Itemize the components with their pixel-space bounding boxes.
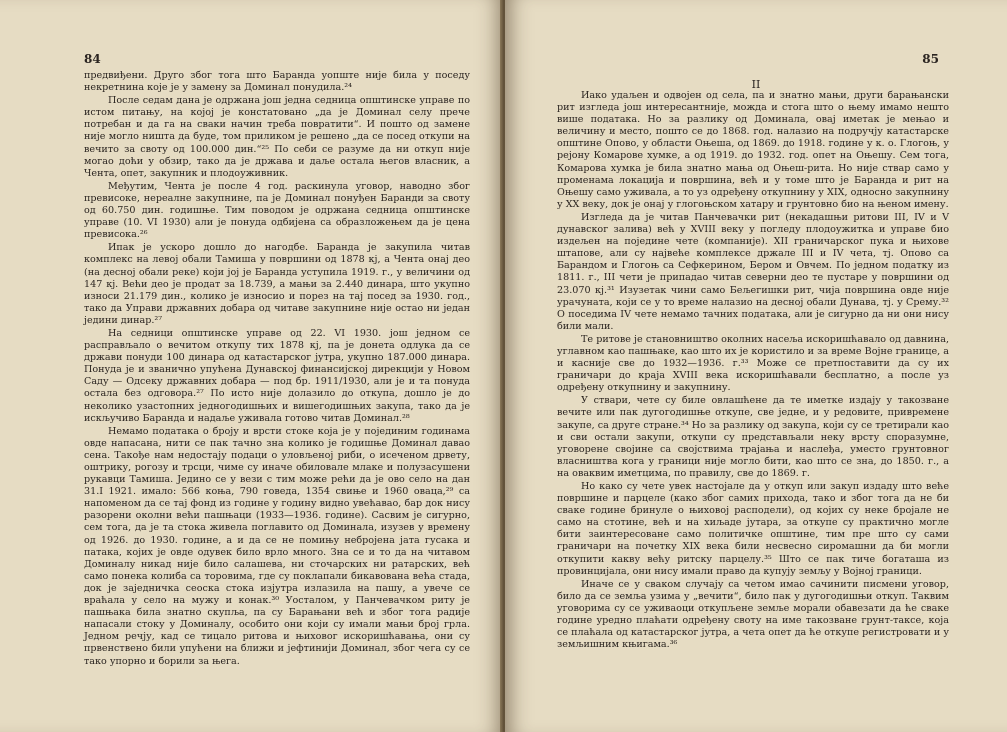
paragraph: На седници општинске управе од 22. VI 1930. још једном се расправљало о вечитом откупу тих 1878 кј, па је донета одлука да се држави понуди 100 динара од катастарског јутра, укупно 187.000 динара. Понуда је и званично упућена Дунавској финансијској дирекцији у Новом Саду — Одсеку државних добара — под бр. 1911/1930, али је и та понуда остала без одговора.²⁷ По исто није долазило до откупа, дошло је до неколико узастопних једногодишњих и вишегодишњих закупа, тако да је искључиво Баранда и надаље уживала готово читав Доминал.²⁸ — [84, 327, 470, 424]
paragraph: Иако удаљен и одвојен од села, па и знатно мањи, други барањански рит изгледа још интересантније, можда и стога што о њему имамо нешто више података. Но за разлику од Доминала, овај иметак је мењао и величину и место, пошто се до 1868. год. налазио на подручју катастарске општине Опово, у области Оњеша, од 1869. до 1918. године у к. о. Глогоњ, у рејону Комарове хумке, а од 1919. до 1932. год. опет на Оњешу. Сем тога, Комарова хумка је била знатно мања од Оњеш-рита. Но није ствар само у променама локација и површина, већ и у томе што је Баранда и рит на Оњешу само уживала, а то уз одређену откупнину у XIX, односно закупнину у XX веку, док је онај у глогоњском хатару и грунтовно био на њеном имену. — [557, 90, 949, 210]
paragraph: Ипак је ускоро дошло до нагодбе. Баранда је закупила читав комплекс на левој обали Тамиша у површини од 1878 кј, а Чента онај део (на десној обали реке) који јој је Баранда уступила 1919. г., у величини од 147 кј. Већи део је продат за 18.739, а мањи за 2.440 динара, што укупно износи 21.179 дин., колико је износио и порез на тај посед за 1930. год., тако да Управи државних добара од читаве закупнине није остао ни један једини динар.²⁷ — [84, 242, 470, 326]
paragraph: предвиђени. Друго због тога што Баранда уопште није била у поседу некретнина које је у замену за Доминал понудила.²⁴ — [84, 70, 470, 94]
paragraph: Изгледа да је читав Панчевачки рит (некадашњи ритови III, IV и V дунавског залива) већ у XVIII веку у погледу плодоужитка и управе био издељен на поједине чете (компаније). XII граничарског пука и њихове штапове, али су највеће комплексе држале III и IV чета, тј. Опово са Барандом и Глогоњ са Сефкерином, Бером и Овчем. По једном податку из 1811. г., III чети је припадао читав северни део те пустаре у површини од 23.070 кј.³¹ Изузетак чини само Бељегишки рит, чија површина овде није урачуната, који се у то време налазио на десној обали Дунава, тј. у Срему.³² О поседима IV чете немамо тачних података, али је сигурно да ни они нису били мали. — [557, 211, 949, 332]
paragraph: Међутим, Чента је после 4 год. раскинула уговор, наводно због превисоке, нереалне закупнине, па је Доминал понуђен Баранди за своту од 60.750 дин. годишње. Тим поводом је одржана седница општинске управе (10. VI 1930) али је понуда одбијена са образложењем да је цена превисока.²⁶ — [84, 180, 470, 241]
right-page — [505, 0, 1007, 732]
paragraph: Немамо података о броју и врсти стоке која је у појединим годинама овде напасана, нити се пак тачно зна колико је годишње Доминал давао сена. Такође нам недостају подаци о уловљеној риби, о исеченом дрвету, оштрику, рогозу и трсци, чиме су иначе обиловале млаке и полузасушени рукавци Тамиша. Једино се у вези с тим може рећи да је ово село на дан 31.I 1921. имало: 566 коња, 790 говеда, 1354 свиње и 1960 оваца,²⁹ са напоменом да се тај фонд из године у годину видно увећавао, бар док нису разорени околни већи пашњаци (1933—1936. године). Сасвим је сигурно, сем тога, да је та стока живела поглавито од Доминала, изузев у времену од 1926. до 1930. године, а и да се не помињу небројена јата гусака и патака, којих је овде одувек било врло много. Зна се и то да на читавом Доминалу никад није било салашева, ни сточарских ни ратарских, већ само понека колиба са торовима, где су поклапали бикавована већа стада, док је заједничка сеоска стока изјутра излазила на пашу, а увече се враћала у село на мужу и конак.³⁰ Уосталом, у Панчевачком риту је пашњака била знатно скупља, па су Барањани већ и због тога радије напасали стоку у Доминалу, особито они који су имали мањи број грла. Једном речју, кад се тицало ритова и њиховог искоришћавања, они су првенствено били упућени на ближи и јефтинији Доминал, због чега су се тако упорно и борили за њега. — [84, 425, 470, 667]
page-number: 84 — [84, 52, 101, 66]
page-number: 85 — [922, 52, 939, 66]
paragraph: Те ритове је становништво околних насеља искоришћавало од давнина, углавном као пашњаке, као што их је користило и за време Војне границе, а и касније све до 1932—1936. г.³³ Може се претпоставити да су их граничари до краја XVIII века искоришћавали бесплатно, а после уз одређену откупнину и закупнину. — [557, 333, 949, 394]
paragraph: Но како су чете увек настојале да у откуп или закуп издаду што веће површине и парцеле (како због самих прихода, тако и због тога да не би свакe године бринуле о њиховој расподели), од којих су неке бројале не само на стотине, већ и на хиљаде јутара, за откупе су практично могле бити заинтересоване само политичке општине, тим пре што су сами граничари на почетку XIX века били несвесно сиромашни да би могли откупити какву већу ритску парцелу.³⁵ Што се пак тиче богаташа из провинцијала, они нису имали право да купују земљу у Војној граници. — [557, 481, 949, 577]
left-body-text — [84, 70, 470, 669]
section-heading: II — [751, 78, 761, 91]
right-body-text — [557, 90, 949, 652]
left-page — [0, 0, 503, 732]
paragraph: После седам дана је одржана још једна седница општинске управе по истом питању, на којој је констатовано „да је Доминал селу прече потребан и да га на сваки начин треба повратити“. И пошто од замене није могло ништа да буде, том приликом је решено „да се посед откупи на вечито за своту од 100.000 дин.“²⁵ По себи се разуме да ни откуп није могао доћи у обзир, тако да је држава и даље остала његов власник, а Чента, опет, закупник и плодоуживник. — [84, 95, 470, 179]
paragraph: Иначе се у сваком случају са четом имао сачинити писмени уговор, било да се земља узима у „вечити“, било пак у дугогодишњи откуп. Таквим уговорима су се уживаоци откупљене земље морали обавезати да ће сваке године уредно плаћати одређену своту на име такозване грунт-таксе, која се плаћала од катастарског јутра, а чета опет да ће откупе регистровати и у земљишним књигама.³⁶ — [557, 578, 949, 651]
paragraph: У ствари, чете су биле овлашћене да те иметке издају у такозване вечите или пак дугогодишње откупе, све једне, и у редовите, привремене закупе, са друге стране.³⁴ Но за разлику од закупа, који су се третирали као и сви остали закупи, откупи су представљали неку врсту споразумне, уговорене својине са својствима трајања и наслеђа, уместо грунтовног власништва кога у граници није могло бити, као што се зна, до 1850. г., а на оваквим иметцима, по правилу, све до 1869. г. — [557, 395, 949, 479]
